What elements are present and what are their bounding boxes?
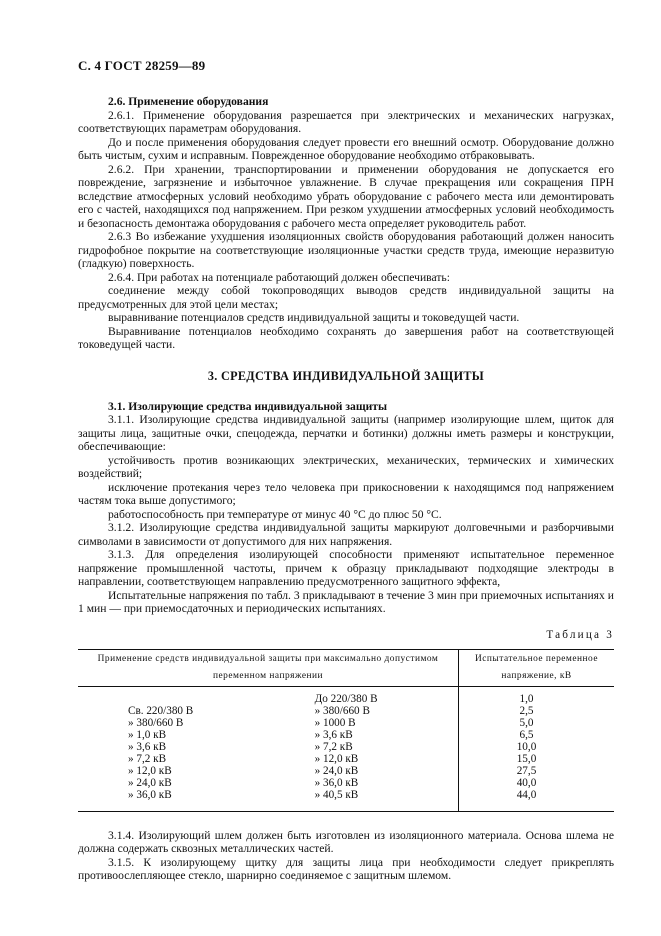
paragraph: Испытательные напряжения по табл. 3 прикладывают в течение 3 мин при приемочных испытаниях и 1 мин — при приемосдаточных и периодических испытаниях. bbox=[78, 588, 614, 615]
test-voltage-table bbox=[78, 649, 614, 812]
table-header-row bbox=[78, 649, 614, 686]
cell-line: » 3,6 кВ bbox=[128, 740, 167, 753]
paragraph: 2.6.4. При работах на потенциале работающий должен обеспечивать: bbox=[108, 270, 450, 284]
cell-line: » 380/660 В bbox=[128, 716, 184, 729]
running-header: С. 4 ГОСТ 28259—89 bbox=[78, 58, 206, 73]
cell-line: » 3,6 кВ bbox=[314, 728, 353, 741]
paragraph: 2.6.3 Во избежание ухудшения изоляционных свойств оборудования работающий должен наносить гидрофобное покрытие на соответствующие изоляционные участки средств труда, имеющие неразвитую (гладкую) поверхность. bbox=[78, 230, 614, 270]
table-row bbox=[78, 686, 614, 811]
paragraph: исключение протекания через тело человека при прикосновении к находящимся под напряжением частям тока выше допустимого; bbox=[78, 480, 614, 507]
cell-line: » 36,0 кВ bbox=[314, 776, 359, 789]
paragraph: работоспособность при температуре от минус 40 °С до плюс 50 °С. bbox=[108, 507, 442, 521]
cell-line: » 12,0 кВ bbox=[128, 764, 172, 777]
paragraph: 2.6.1. Применение оборудования разрешается при электрических и механических нагрузках, соответствующих параметрам оборудования. bbox=[78, 108, 614, 135]
paragraph: соединение между собой токопроводящих выводов средств индивидуальной защиты на предусмотренных для этой цели местах; bbox=[78, 284, 614, 311]
cell-line: » 1000 В bbox=[314, 716, 356, 729]
cell-line: » 40,5 кВ bbox=[314, 788, 359, 801]
paragraph: 3.1.3. Для определения изолирующей способности применяют испытательное переменное напряжение промышленной частоты, причем к образцу прикладывают подходящие электроды в направлении, соответствующем направлению предусмотренного защитного эффекта, bbox=[78, 548, 614, 588]
cell-line: 6,5 bbox=[519, 728, 534, 741]
paragraph: До и после применения оборудования следует провести его внешний осмотр. Оборудование должно быть чистым, сухим и исправным. Поврежденное оборудование необходимо отбраковывать. bbox=[78, 135, 614, 162]
subsection-heading: 3.1. Изолирующие средства индивидуальной защиты bbox=[108, 399, 388, 413]
document-page bbox=[78, 58, 614, 883]
paragraph: выравнивание потенциалов средств индивидуальной защиты и токоведущей части. bbox=[108, 311, 520, 324]
section-title: 3. СРЕДСТВА ИНДИВИДУАЛЬНОЙ ЗАЩИТЫ bbox=[207, 368, 485, 383]
cell-line: 1,0 bbox=[519, 692, 534, 705]
paragraph: 3.1.5. К изолирующему щитку для защиты лица при необходимости следует прикреплять противоослепляющее стекло, шарнирно соединяемое с защитным шлемом. bbox=[78, 855, 614, 882]
cell-line: » 7,2 кВ bbox=[128, 752, 167, 765]
cell-line: 5,0 bbox=[519, 716, 534, 729]
table-header-voltage: Испытательное переменное напряжение, кВ bbox=[474, 653, 599, 681]
paragraph: 3.1.4. Изолирующий шлем должен быть изготовлен из изоляционного материала. Основа шлема не должна содержать сквозных металлических частей. bbox=[78, 828, 614, 855]
cell-line: До 220/380 В bbox=[314, 692, 378, 705]
cell-line: » 7,2 кВ bbox=[314, 740, 353, 753]
paragraph: устойчивость против возникающих электрических, механических, термических и химических воздействий; bbox=[78, 453, 614, 480]
cell-line: » 36,0 кВ bbox=[128, 788, 172, 801]
cell-line: Св. 220/380 В bbox=[128, 704, 194, 717]
cell-line: 15,0 bbox=[516, 752, 537, 765]
cell-line bbox=[128, 693, 315, 705]
paragraph: 2.6.2. При хранении, транспортировании и применении оборудования не допускается его повреждение, загрязнение и избыточное увлажнение. В случае прекращения или сокращения ПРН вследствие атмосферных условий необходимо убрать оборудование с рабочего места или демонтировать его с частей, находящихся под напряжением. При резком ухудшении атмосферных условий необходимость и безопасность демонтажа оборудования с рабочего места определяет руководитель работ. bbox=[78, 162, 614, 230]
cell-line: 27,5 bbox=[516, 764, 537, 777]
table-cell-test-voltage bbox=[459, 686, 615, 811]
subsection-heading: 2.6. Применение оборудования bbox=[108, 95, 269, 108]
cell-line: » 1,0 кВ bbox=[128, 728, 167, 741]
section-3-1 bbox=[78, 400, 614, 616]
paragraph: 3.1.1. Изолирующие средства индивидуальной защиты (например изолирующие шлем, щиток для защиты лица, защитные очки, спецодежда, перчатки и ботинки) должны иметь размеры и конструкции, обеспечивающие: bbox=[78, 413, 614, 453]
section-3-1-cont bbox=[78, 829, 614, 883]
cell-line: 40,0 bbox=[516, 776, 537, 789]
paragraph: Выравнивание потенциалов необходимо сохранять до завершения работ на соответствующей токоведущей части. bbox=[78, 324, 614, 351]
paragraph: 3.1.2. Изолирующие средства индивидуальной защиты маркируют долговечными и разборчивыми символами в зависимости от допустимого для них напряжения. bbox=[78, 521, 614, 548]
section-2-6 bbox=[78, 95, 614, 352]
table-header-application: Применение средств индивидуальной защиты при максимально допустимом переменном напряжении bbox=[78, 649, 459, 686]
cell-line: 2,5 bbox=[519, 704, 534, 717]
cell-line: » 24,0 кВ bbox=[128, 776, 172, 789]
table-cell-upto bbox=[315, 686, 459, 811]
cell-line: 10,0 bbox=[516, 740, 537, 753]
table-cell-over bbox=[78, 686, 315, 811]
cell-line: 44,0 bbox=[516, 788, 537, 801]
table-caption: Таблица 3 bbox=[546, 628, 614, 641]
cell-line: » 12,0 кВ bbox=[314, 752, 359, 765]
cell-line: » 380/660 В bbox=[314, 704, 370, 717]
cell-line: » 24,0 кВ bbox=[314, 764, 359, 777]
